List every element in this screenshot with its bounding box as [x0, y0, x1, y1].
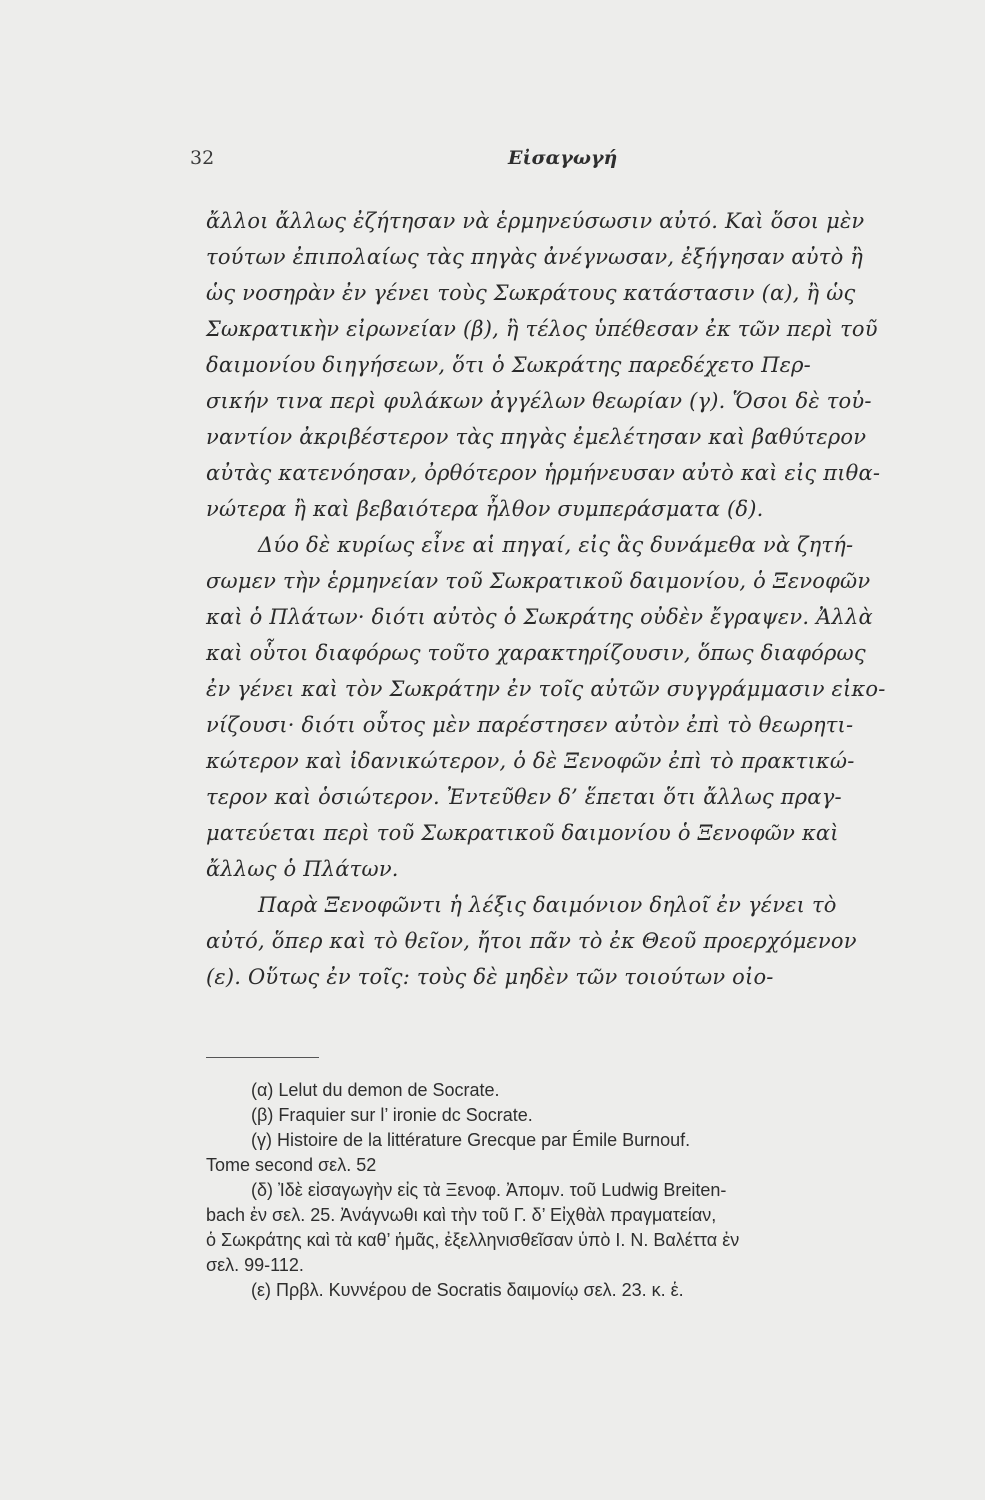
footnote-line: (β) Fraquier sur l’ ironie dc Socrate. — [251, 1105, 533, 1125]
body-line: τούτων ἐπιπολαίως τὰς πηγὰς ἀνέγνωσαν, ἐξήγησαν αὐτὸ ἢ — [206, 245, 864, 269]
body-line: Δύο δὲ κυρίως εἶνε αἱ πηγαί, εἰς ἃς δυνάμεθα νὰ ζητή- — [258, 533, 854, 557]
footnote-line: (α) Lelut du demon de Socrate. — [251, 1080, 500, 1100]
body-line: ἄλλοι ἄλλως ἐζήτησαν νὰ ἑρμηνεύσωσιν αὐτό. Καὶ ὅσοι μὲν — [206, 209, 865, 233]
body-line: αὐτό, ὅπερ καὶ τὸ θεῖον, ἤτοι πᾶν τὸ ἐκ Θεοῦ προερχόμενον — [206, 929, 857, 953]
body-text — [206, 203, 906, 995]
body-line: σωμεν τὴν ἑρμηνείαν τοῦ Σωκρατικοῦ δαιμονίου, ὁ Ξενοφῶν — [206, 569, 871, 593]
footnote-line: ὁ Σωκράτης καὶ τὰ καθ’ ἡμᾶς, ἐξελληνισθεῖσαν ὑπὸ Ι. Ν. Βαλέττα ἐν — [206, 1230, 740, 1250]
body-line: (ε). Οὕτως ἐν τοῖς: τοὺς δὲ μηδὲν τῶν τοιούτων οἰο- — [206, 965, 774, 989]
running-title: Εἰσαγωγή — [508, 147, 618, 169]
body-line: αὐτὰς κατενόησαν, ὀρθότερον ἡρμήνευσαν αὐτὸ καὶ εἰς πιθα- — [206, 461, 881, 485]
body-line: Σωκρατικὴν εἰρωνείαν (β), ἢ τέλος ὑπέθεσαν ἐκ τῶν περὶ τοῦ — [206, 317, 878, 341]
footnotes — [206, 1078, 906, 1303]
body-line: κώτερον καὶ ἰδανικώτερον, ὁ δὲ Ξενοφῶν ἐπὶ τὸ πρακτικώ- — [206, 749, 855, 773]
page-number: 32 — [190, 147, 215, 169]
body-line: ματεύεται περὶ τοῦ Σωκρατικοῦ δαιμονίου ὁ Ξενοφῶν καὶ — [206, 821, 839, 845]
footnote-line: σελ. 99-112. — [206, 1255, 304, 1275]
body-line: νώτερα ἢ καὶ βεβαιότερα ἦλθον συμπεράσματα (δ). — [206, 497, 764, 521]
body-line: ὡς νοσηρὰν ἐν γένει τοὺς Σωκράτους κατάστασιν (α), ἢ ὡς — [206, 281, 856, 305]
body-line: καὶ ὁ Πλάτων· διότι αὐτὸς ὁ Σωκράτης οὐδὲν ἔγραψεν. Ἀλλὰ — [206, 605, 873, 629]
body-line: ἐν γένει καὶ τὸν Σωκράτην ἐν τοῖς αὐτῶν συγγράμμασιν εἰκο- — [206, 677, 886, 701]
body-line: νίζουσι· διότι οὗτος μὲν παρέστησεν αὐτὸν ἐπὶ τὸ θεωρητι- — [206, 713, 854, 737]
page-header — [190, 147, 890, 177]
footnote-line: bach ἐν σελ. 25. Ἀνάγνωθι καὶ τὴν τοῦ Γ. δ’ Εἰχθὰλ πραγματείαν, — [206, 1205, 717, 1225]
footnote-line: (γ) Histoire de la littérature Grecque par Émile Burnouf. — [251, 1130, 691, 1150]
footnote-line: Tome second σελ. 52 — [206, 1155, 377, 1175]
body-line: Παρὰ Ξενοφῶντι ἡ λέξις δαιμόνιον δηλοῖ ἐν γένει τὸ — [258, 893, 837, 917]
body-line: σικήν τινα περὶ φυλάκων ἀγγέλων θεωρίαν (γ). Ὅσοι δὲ τοὐ- — [206, 389, 872, 413]
footnote-line: (ε) Πρβλ. Κυννέρου de Socratis δαιμονίῳ σελ. 23. κ. ἑ. — [251, 1280, 684, 1300]
body-line: τερον καὶ ὁσιώτερον. Ἐντεῦθεν δ’ ἕπεται ὅτι ἄλλως πραγ- — [206, 785, 842, 809]
body-line: δαιμονίου διηγήσεων, ὅτι ὁ Σωκράτης παρεδέχετο Περ- — [206, 353, 811, 377]
footnote-separator — [206, 1057, 319, 1058]
body-line: ἄλλως ὁ Πλάτων. — [206, 857, 399, 881]
body-line: καὶ οὗτοι διαφόρως τοῦτο χαρακτηρίζουσιν, ὅπως διαφόρως — [206, 641, 866, 665]
body-line: ναντίον ἀκριβέστερον τὰς πηγὰς ἐμελέτησαν καὶ βαθύτερον — [206, 425, 867, 449]
footnote-line: (δ) Ἰδὲ εἰσαγωγὴν εἰς τὰ Ξενοφ. Ἀπομν. τοῦ Ludwig Breiten- — [251, 1180, 727, 1200]
